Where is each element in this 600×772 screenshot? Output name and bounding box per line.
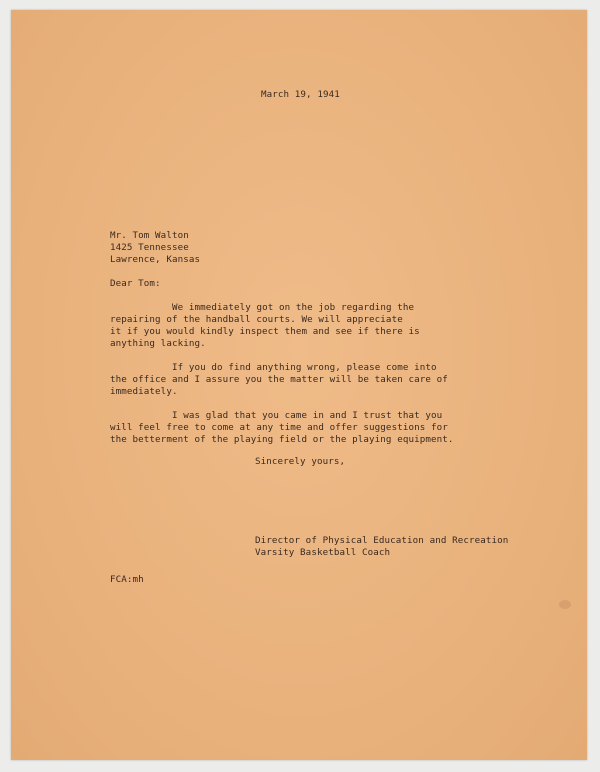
paragraph-3-line-1: I was glad that you came in and I trust that you [172,410,443,421]
paragraph-1-line-1: We immediately got on the job regarding the [172,302,415,313]
paragraph-1-line-3: it if you would kindly inspect them and see if there is [110,326,420,337]
recipient-city: Lawrence, Kansas [110,254,201,265]
signature-title-line-1: Director of Physical Education and Recreation [255,535,509,546]
paragraph-3-line-2: will feel free to come at any time and offer suggestions for [110,422,448,433]
closing: Sincerely yours, [255,456,346,467]
reference-initials: FCA:mh [110,574,144,585]
paragraph-3-line-3: the betterment of the playing field or the playing equipment. [110,434,454,445]
letter-date: March 19, 1941 [261,89,340,100]
paper-stain [559,600,571,609]
signature-title-line-2: Varsity Basketball Coach [255,547,391,558]
paragraph-2-line-3: immediately. [110,386,178,397]
paragraph-2-line-2: the office and I assure you the matter will be taken care of [110,374,448,385]
salutation: Dear Tom: [110,278,161,289]
paragraph-1-line-2: repairing of the handball courts. We will appreciate [110,314,403,325]
letter-page [11,10,587,760]
paragraph-1-line-4: anything lacking. [110,338,206,349]
paragraph-2-line-1: If you do find anything wrong, please come into [172,362,437,373]
recipient-street: 1425 Tennessee [110,242,189,253]
recipient-name: Mr. Tom Walton [110,230,189,241]
